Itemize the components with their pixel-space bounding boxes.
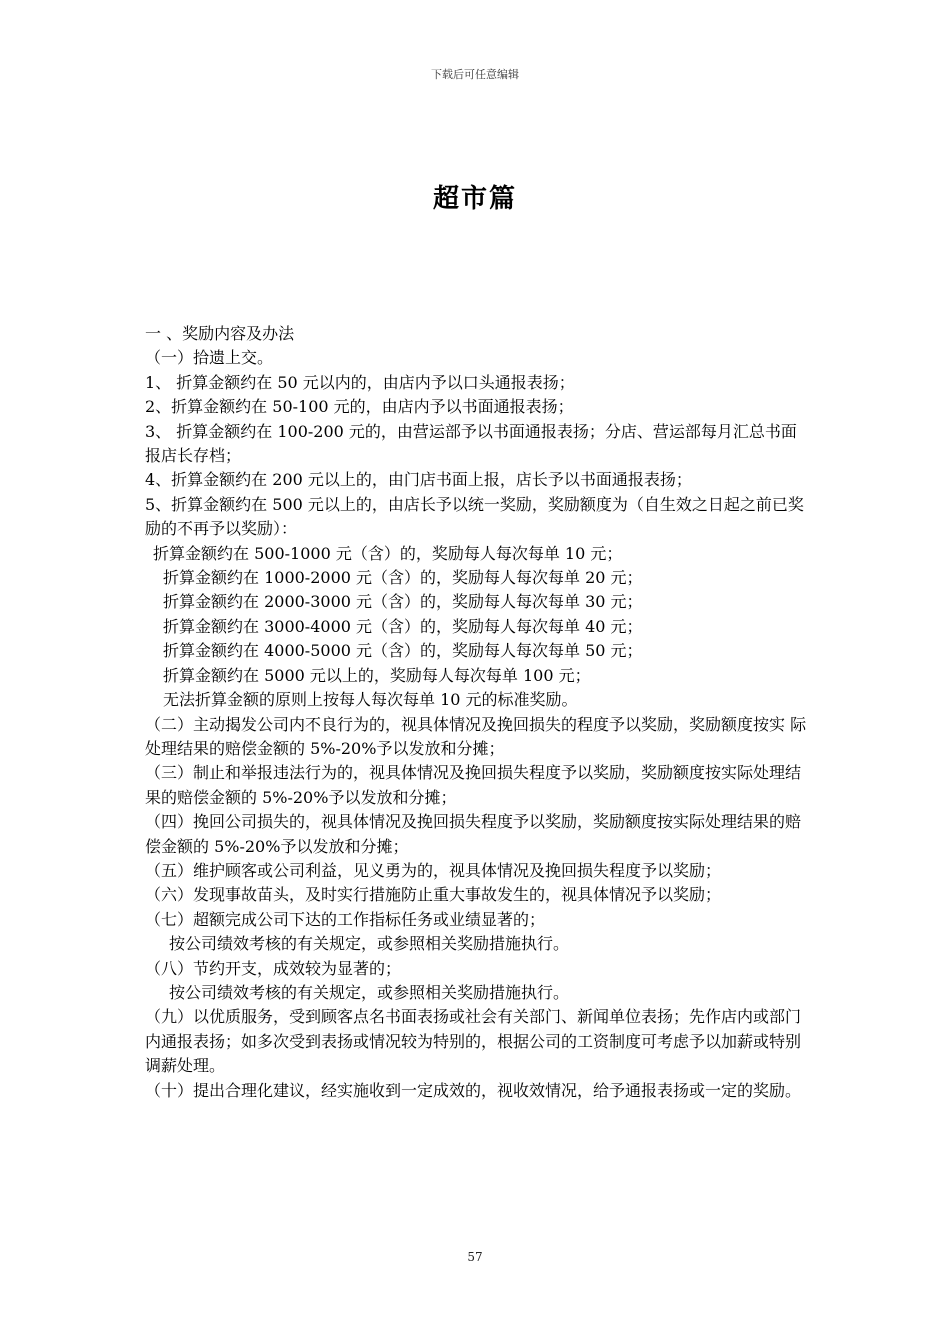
section-heading: 一 、奖励内容及办法	[145, 324, 295, 343]
paragraph: （二）主动揭发公司内不良行为的，视具体情况及挽回损失的程度予以奖励，奖励额度按实 际处理结果的赔偿金额的 5%-20%予以发放和分摊；	[145, 714, 807, 758]
page-header: 下载后可任意编辑	[431, 68, 519, 81]
paragraph: 4、折算金额约在 200 元以上的，由门店书面上报，店长予以书面通报表扬；	[145, 470, 692, 490]
paragraph: （七）超额完成公司下达的工作指标任务或业绩显著的；	[145, 909, 546, 929]
reward-tier: 折算金额约在 3000-4000 元（含）的，奖励每人每次每单 40 元；	[163, 616, 643, 636]
page-number: 57	[467, 1250, 483, 1264]
reward-tier: 折算金额约在 2000-3000 元（含）的，奖励每人每次每单 30 元；	[163, 592, 643, 612]
paragraph: （五）维护顾客或公司利益，见义勇为的，视具体情况及挽回损失程度予以奖励；	[145, 860, 722, 880]
paragraph-note: 按公司绩效考核的有关规定，或参照相关奖励措施执行。	[169, 982, 570, 1002]
paragraph-note: 按公司绩效考核的有关规定，或参照相关奖励措施执行。	[169, 934, 570, 954]
paragraph: （四）挽回公司损失的，视具体情况及挽回损失程度予以奖励，奖励额度按实际处理结果的赔偿金额的 5%-20%予以发放和分摊；	[145, 812, 802, 856]
reward-tier: 折算金额约在 1000-2000 元（含）的，奖励每人每次每单 20 元；	[163, 568, 643, 588]
paragraph: 1、 折算金额约在 50 元以内的，由店内予以口头通报表扬；	[145, 372, 575, 392]
page-title: 超市篇	[432, 184, 517, 214]
reward-tier: 折算金额约在 4000-5000 元（含）的，奖励每人每次每单 50 元；	[163, 641, 643, 661]
reward-tier: 折算金额约在 500-1000 元（含）的，奖励每人每次每单 10 元；	[153, 543, 623, 563]
paragraph: （八）节约开支，成效较为显著的；	[145, 958, 402, 978]
paragraph: 2、折算金额约在 50-100 元的，由店内予以书面通报表扬；	[145, 397, 574, 417]
paragraph: （九）以优质服务，受到顾客点名书面表扬或社会有关部门、新闻单位表扬；先作店内或部门内通报表扬；如多次受到表扬或情况较为特别的，根据公司的工资制度可考虑予以加薪或特别调薪处理。	[145, 1007, 802, 1076]
document-body	[145, 322, 807, 1103]
subsection-heading: （一）拾遗上交。	[145, 348, 274, 368]
paragraph: 3、 折算金额约在 100-200 元的，由营运部予以书面通报表扬；分店、营运部每月汇总书面报店长存档；	[145, 421, 797, 466]
paragraph: 5、折算金额约在 500 元以上的，由店长予以统一奖励，奖励额度为（自生效之日起之前已奖励的不再予以奖励）：	[145, 494, 804, 539]
paragraph: （六）发现事故苗头，及时实行措施防止重大事故发生的，视具体情况予以奖励；	[145, 885, 722, 905]
reward-tier: 无法折算金额的原则上按每人每次每单 10 元的标准奖励。	[163, 690, 578, 710]
paragraph: （十）提出合理化建议，经实施收到一定成效的，视收效情况，给予通报表扬或一定的奖励。	[145, 1080, 802, 1100]
reward-tier: 折算金额约在 5000 元以上的，奖励每人每次每单 100 元；	[163, 665, 591, 685]
paragraph: （三）制止和举报违法行为的，视具体情况及挽回损失程度予以奖励，奖励额度按实际处理结果的赔偿金额的 5%-20%予以发放和分摊；	[145, 763, 802, 807]
